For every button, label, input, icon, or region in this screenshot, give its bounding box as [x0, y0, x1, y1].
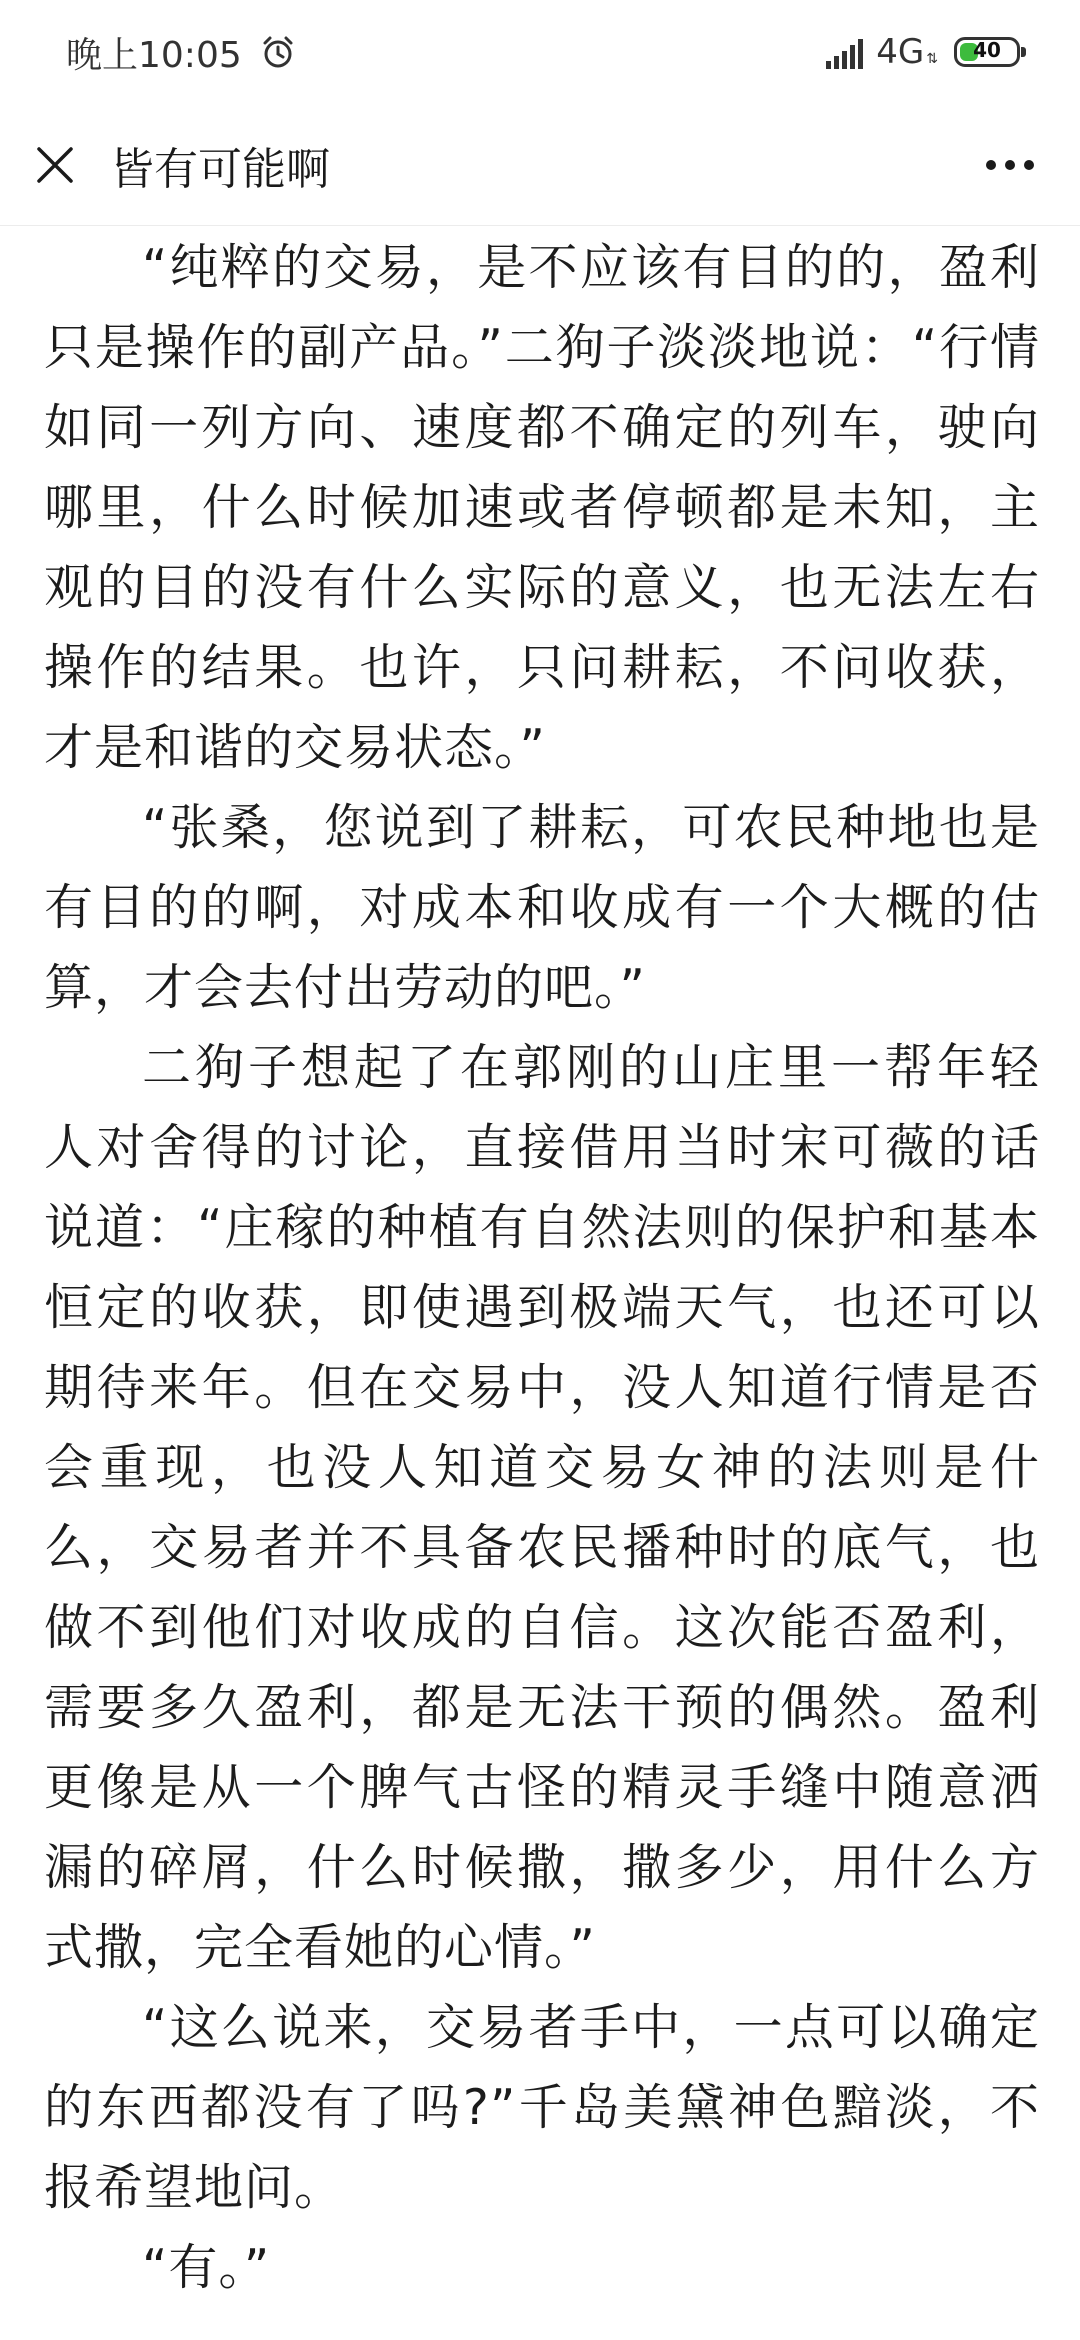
- paragraph: “张桑，您说到了耕耘，可农民种地也是有目的的啊，对成本和收成有一个大概的估算，才会去付出劳动的吧。”: [44, 799, 1040, 1016]
- alarm-icon: [260, 34, 296, 70]
- status-time: 晚上10:05: [66, 34, 242, 76]
- signal-icon: [826, 37, 866, 67]
- more-button[interactable]: [980, 145, 1040, 185]
- close-button[interactable]: [32, 142, 78, 188]
- battery-cap: [1021, 47, 1026, 57]
- more-icon: [985, 159, 1035, 171]
- paragraph: 二狗子想起了在郭刚的山庄里一帮年轻人对舍得的讨论，直接借用当时宋可薇的话说道：“庄稼的种植有自然法则的保护和基本恒定的收获，即使遇到极端天气，也还可以期待来年。但在交易中，没人知道行情是否会重现，也没人知道交易女神的法则是什么，交易者并不具备农民播种时的底气，也做不到他们对收成的自信。这次能否盈利，需要多久盈利，都是无法干预的偶然。盈利更像是从一个脾气古怪的精灵手缝中随意洒漏的碎屑，什么时候撒，撒多少，用什么方式撒，完全看她的心情。”: [44, 1039, 1040, 1976]
- paragraph: “有。”: [142, 2239, 271, 2296]
- paragraph: “这么说来，交易者手中，一点可以确定的东西都没有了吗?”千岛美黛神色黯淡，不报希望地问。: [44, 1999, 1040, 2216]
- status-bar: [0, 0, 1080, 104]
- battery-level: 40: [973, 38, 1001, 62]
- status-indicators: [826, 32, 1020, 72]
- page-title: 皆有可能啊: [110, 143, 330, 195]
- network-type: 4G: [876, 32, 925, 72]
- battery-icon: [954, 37, 1020, 67]
- close-icon: [35, 145, 75, 185]
- article-body: [44, 228, 1040, 2308]
- data-arrows-icon: ⇅: [926, 51, 938, 67]
- paragraph: “纯粹的交易，是不应该有目的的，盈利只是操作的副产品。”二狗子淡淡地说：“行情如同一列方向、速度都不确定的列车，驶向哪里，什么时候加速或者停顿都是未知，主观的目的没有什么实际的意义，也无法左右操作的结果。也许，只问耕耘，不问收获，才是和谐的交易状态。”: [44, 239, 1040, 776]
- title-bar: [0, 104, 1080, 226]
